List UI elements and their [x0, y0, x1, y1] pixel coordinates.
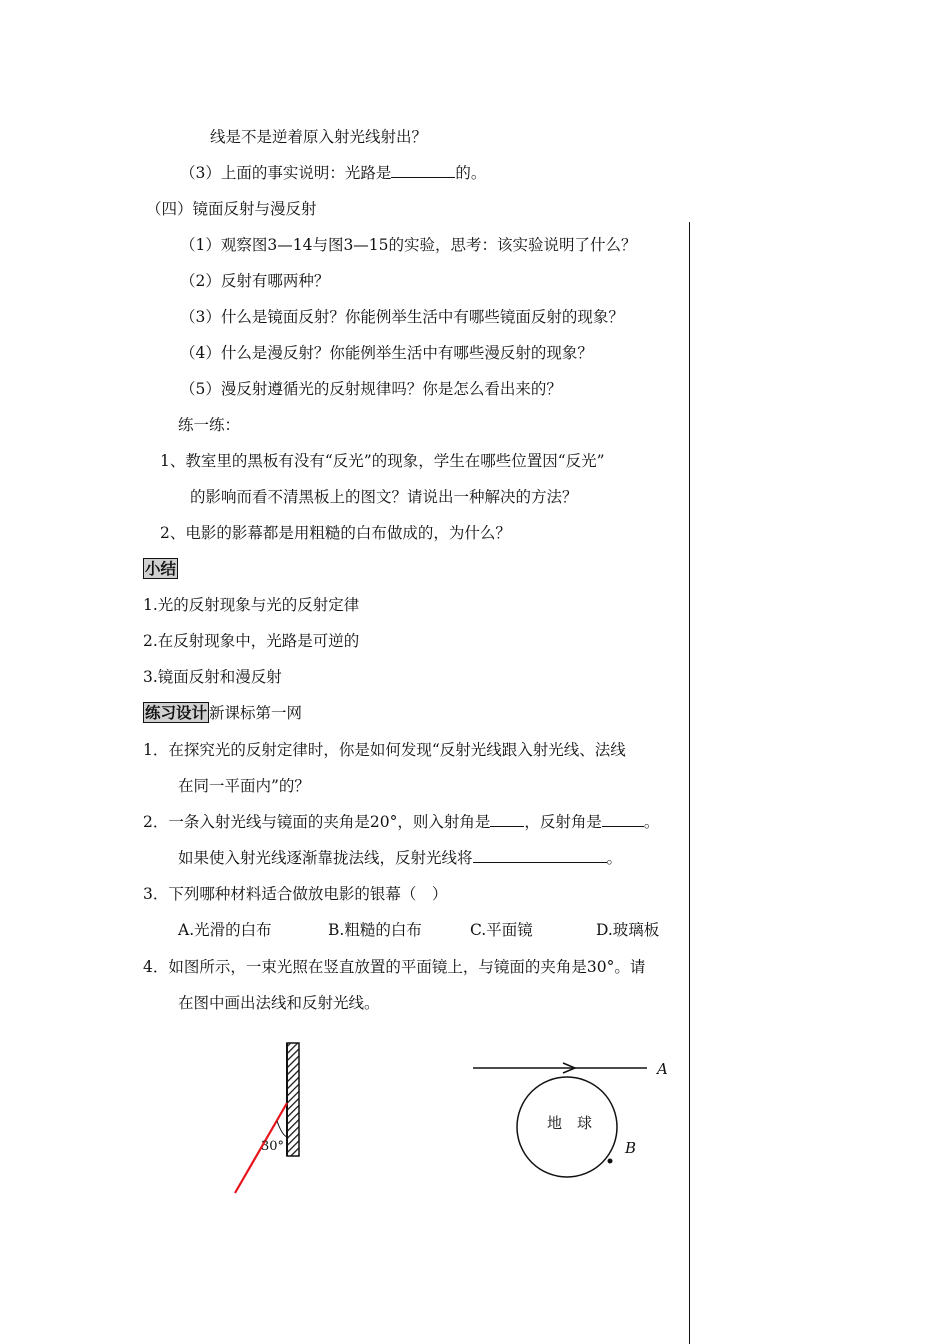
q2-text-a: 2．一条入射光线与镜面的夹角是20°，则入射角是 [143, 813, 491, 831]
section-4-item: （2）反射有哪两种？ [180, 272, 330, 290]
practice-question-2: 2、电影的影幕都是用粗糙的白布做成的，为什么？ [160, 524, 511, 542]
section-4-item: （5）漫反射遵循光的反射规律吗？你是怎么看出来的？ [180, 380, 562, 398]
exercise-heading [143, 703, 302, 723]
q3-prefix: （3）上面的事实说明：光路是 [180, 164, 392, 182]
practice-label: 练一练： [178, 416, 241, 434]
q2-line2-text: 如果使入射光线逐渐靠拢法线，反射光线将 [178, 849, 473, 867]
exercise-question-3: 3．下列哪种材料适合做放电影的银幕（ ） [143, 885, 448, 903]
mirror-figure [220, 1035, 320, 1205]
section-4-title: （四）镜面反射与漫反射 [146, 200, 317, 218]
q3-option-d: D.玻璃板 [596, 921, 660, 939]
point-b-label: B [625, 1139, 637, 1157]
q2-line2-end: 。 [606, 849, 623, 867]
plane-mirror [287, 1043, 299, 1156]
practice-question-1: 1、教室里的黑板有没有“反光”的现象，学生在哪些位置因“反光” [160, 452, 605, 470]
question-3-reversible [180, 163, 486, 183]
point-a-label: A [657, 1060, 668, 1078]
q2-text-b: ，反射角是 [524, 813, 602, 831]
exercise-question-1: 1．在探究光的反射定律时，你是如何发现“反射光线跟入射光线、法线 [143, 741, 626, 759]
q3-option-c: C.平面镜 [470, 921, 533, 939]
summary-item: 1.光的反射现象与光的反射定律 [143, 596, 360, 614]
continued-question-line: 线是不是逆着原入射光线射出？ [210, 128, 428, 146]
q3-option-b: B.粗糙的白布 [328, 921, 422, 939]
page-margin-line [689, 222, 690, 1344]
exercise-question-4-cont: 在图中画出法线和反射光线。 [178, 994, 380, 1012]
summary-heading-box: 小结 [145, 559, 177, 578]
summary-item: 3.镜面反射和漫反射 [143, 668, 282, 686]
incident-angle-blank[interactable] [490, 812, 524, 827]
q2-text-c: 。 [643, 813, 660, 831]
practice-question-1-cont: 的影响而看不清黑板上的图文？请说出一种解决的方法？ [190, 488, 578, 506]
exercise-heading-box: 练习设计 [145, 703, 208, 722]
earth-label: 地 球 [547, 1114, 593, 1132]
exercise-question-2 [143, 812, 659, 832]
exercise-heading-tail: 新课标第一网 [209, 704, 303, 722]
reflected-ray-blank[interactable] [473, 848, 607, 863]
angle-arc [277, 1121, 287, 1137]
q3-option-a: A.光滑的白布 [178, 921, 272, 939]
reflection-angle-blank[interactable] [602, 812, 644, 827]
section-4-item: （1）观察图3—14与图3—15的实验，思考：该实验说明了什么？ [180, 236, 637, 254]
angle-label: 30° [261, 1139, 285, 1154]
summary-heading [143, 559, 178, 579]
section-4-item: （4）什么是漫反射？你能例举生活中有哪些漫反射的现象？ [180, 344, 593, 362]
summary-item: 2.在反射现象中，光路是可逆的 [143, 632, 360, 650]
q3-suffix: 的。 [455, 164, 487, 182]
exercise-question-2-cont [178, 848, 622, 868]
exercise-question-4: 4．如图所示，一束光照在竖直放置的平面镜上，与镜面的夹角是30°。请 [143, 958, 646, 976]
exercise-question-1-cont: 在同一平面内”的？ [178, 777, 310, 795]
section-4-item: （3）什么是镜面反射？你能例举生活中有哪些镜面反射的现象？ [180, 308, 624, 326]
point-b-dot [608, 1159, 613, 1164]
q3-answer-blank[interactable] [391, 163, 455, 178]
earth-figure [465, 1050, 685, 1185]
